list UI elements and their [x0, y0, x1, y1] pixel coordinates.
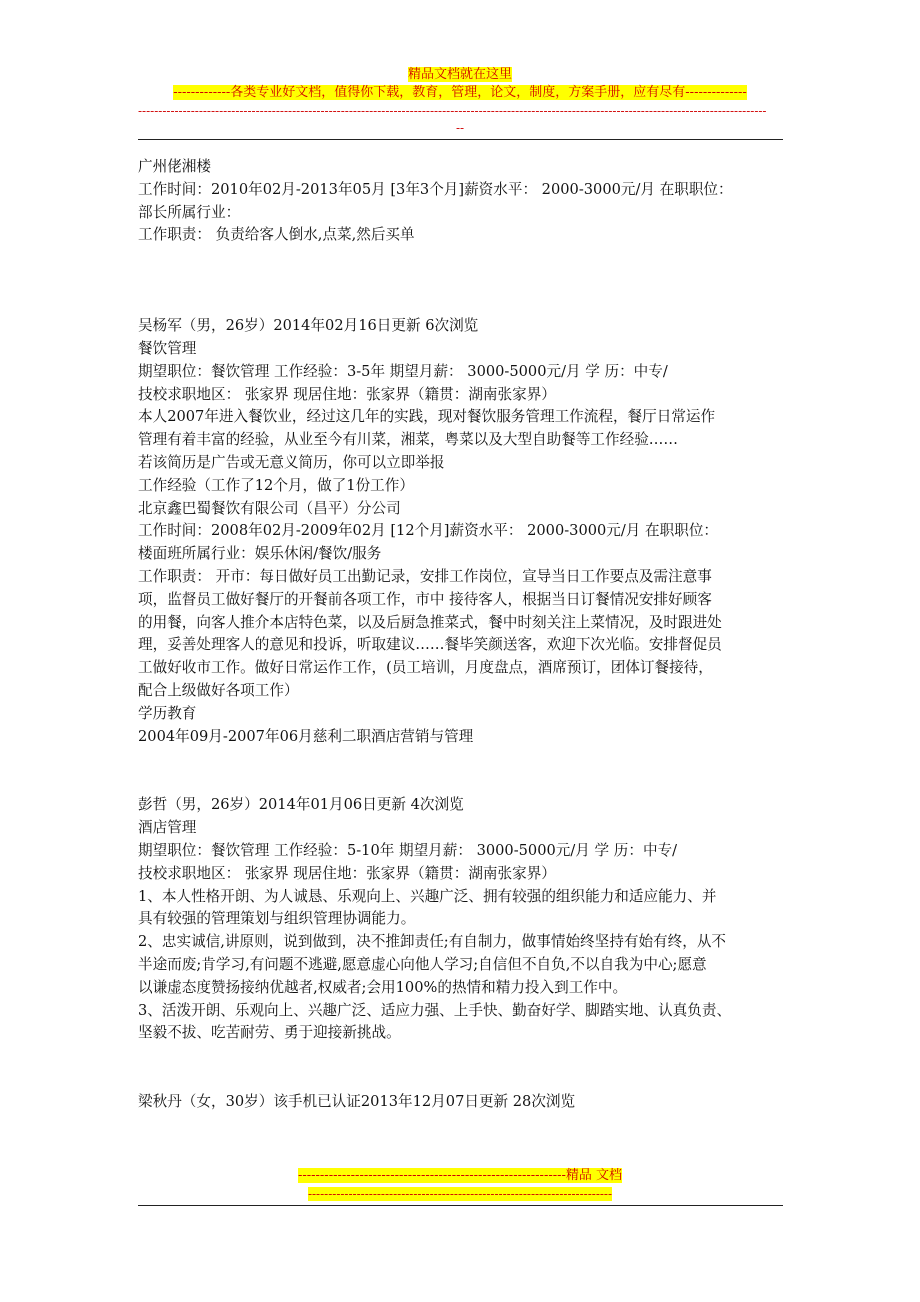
text-line: 工作时间：2010年02月-2013年05月 [3年3个月]薪资水平： 2000-3000元/月 在职职位：: [138, 180, 733, 198]
text-line: 本人2007年进入餐饮业，经过这几年的实践，现对餐饮服务管理工作流程，餐厅日常运作: [138, 408, 716, 426]
text-line: 楼面班所属行业：娱乐休闲/餐饮/服务: [138, 545, 382, 563]
footer-line-1: -------------------------------------------------------------精品 文档: [297, 1168, 623, 1183]
text-line: 项，监督员工做好餐厅的开餐前各项工作，市中 接待客人，根据当日订餐情况安排好顾客: [138, 590, 712, 608]
text-line: 餐饮管理: [138, 339, 197, 357]
resume-entry-3: [138, 794, 788, 1045]
resume-entry-1: [138, 156, 788, 247]
footer-line-2: ---------------------------------------------------------------------------: [307, 1187, 613, 1201]
text-line: 管理有着丰富的经验，从业至今有川菜，湘菜，粤菜以及大型自助餐等工作经验……: [138, 431, 678, 449]
text-line: 工作时间：2008年02月-2009年02月 [12个月]薪资水平： 2000-3000元/月 在职职位：: [138, 522, 719, 540]
text-line: 期望职位：餐饮管理 工作经验：3-5年 期望月薪： 3000-5000元/月 学 历：中专/: [138, 362, 668, 380]
header-tagline: -------------各类专业好文档，值得你下载，教育，管理，论文，制度，方案手册，应有尽有--------------: [173, 85, 747, 100]
text-line: 理，妥善处理客人的意见和投诉，听取建议……餐毕笑颜送客，欢迎下次光临。安排督促员: [138, 636, 722, 654]
text-line: 工作经验（工作了12个月，做了1份工作）: [138, 476, 414, 494]
header-title: 精品文档就在这里: [407, 67, 512, 82]
header-dash-line: -----------------------------------------------------------------------------------------------------------------------------------------------------------: [138, 104, 767, 118]
text-line: 具有较强的管理策划与组织管理协调能力。: [138, 910, 416, 928]
footer-rule: [138, 1205, 783, 1206]
text-line: 1、本人性格开朗、为人诚恳、乐观向上、兴趣广泛、拥有较强的组织能力和适应能力、并: [138, 887, 717, 905]
text-line: 部长所属行业：: [138, 203, 241, 221]
text-line: 酒店管理: [138, 819, 197, 837]
text-line: 的用餐，向客人推介本店特色菜，以及后厨急推菜式，餐中时刻关注上菜情况，及时跟进处: [138, 613, 722, 631]
candidate-heading: 梁秋丹（女，30岁）该手机已认证2013年12月07日更新 28次浏览: [138, 1093, 576, 1111]
candidate-heading: 彭哲（男，26岁）2014年01月06日更新 4次浏览: [138, 796, 464, 814]
text-line: 技校求职地区： 张家界 现居住地：张家界（籍贯：湖南张家界）: [138, 385, 556, 403]
text-line: 工作职责： 开市：每日做好员工出勤记录，安排工作岗位，宣导当日工作要点及需注意事: [138, 567, 712, 585]
text-line: 3、活泼开朗、乐观向上、兴趣广泛、适应力强、上手快、勤奋好学、脚踏实地、认真负责、: [138, 1001, 732, 1019]
document-body: [138, 156, 788, 1114]
text-line: 期望职位：餐饮管理 工作经验：5-10年 期望月薪： 3000-5000元/月 学 历：中专/: [138, 841, 678, 859]
text-line: 配合上级做好各项工作）: [138, 681, 299, 699]
text-line: 2004年09月-2007年06月慈利二职酒店营销与管理: [138, 727, 474, 745]
header-dash-tail: --: [455, 121, 465, 135]
text-line: 技校求职地区： 张家界 现居住地：张家界（籍贯：湖南张家界）: [138, 864, 556, 882]
text-line: 北京鑫巴蜀餐饮有限公司（昌平）分公司: [138, 499, 401, 517]
company-name: 广州佬湘楼: [138, 158, 211, 175]
text-line: 工做好收市工作。做好日常运作工作，(员工培训，月度盘点，酒席预订，团体订餐接待，: [138, 659, 713, 677]
text-line: 2、忠实诚信,讲原则，说到做到，决不推卸责任;有自制力，做事情始终坚持有始有终，从不: [138, 933, 727, 951]
text-line: 坚毅不拔、吃苦耐劳、勇于迎接新挑战。: [138, 1024, 401, 1042]
resume-entry-2: [138, 315, 788, 748]
header-rule: [138, 139, 783, 140]
text-line: 学历教育: [138, 704, 197, 722]
text-line: 工作职责： 负责给客人倒水,点菜,然后买单: [138, 226, 415, 244]
text-line: 以谦虚态度赞扬接纳优越者,权威者;会用100%的热情和精力投入到工作中。: [138, 978, 628, 996]
text-line: 若该简历是广告或无意义简历，你可以立即举报: [138, 453, 445, 471]
resume-entry-4: [138, 1091, 788, 1114]
candidate-heading: 吴杨军（男，26岁）2014年02月16日更新 6次浏览: [138, 317, 479, 335]
text-line: 半途而废;肯学习,有问题不逃避,愿意虚心向他人学习;自信但不自负,不以自我为中心;愿意: [138, 955, 707, 973]
